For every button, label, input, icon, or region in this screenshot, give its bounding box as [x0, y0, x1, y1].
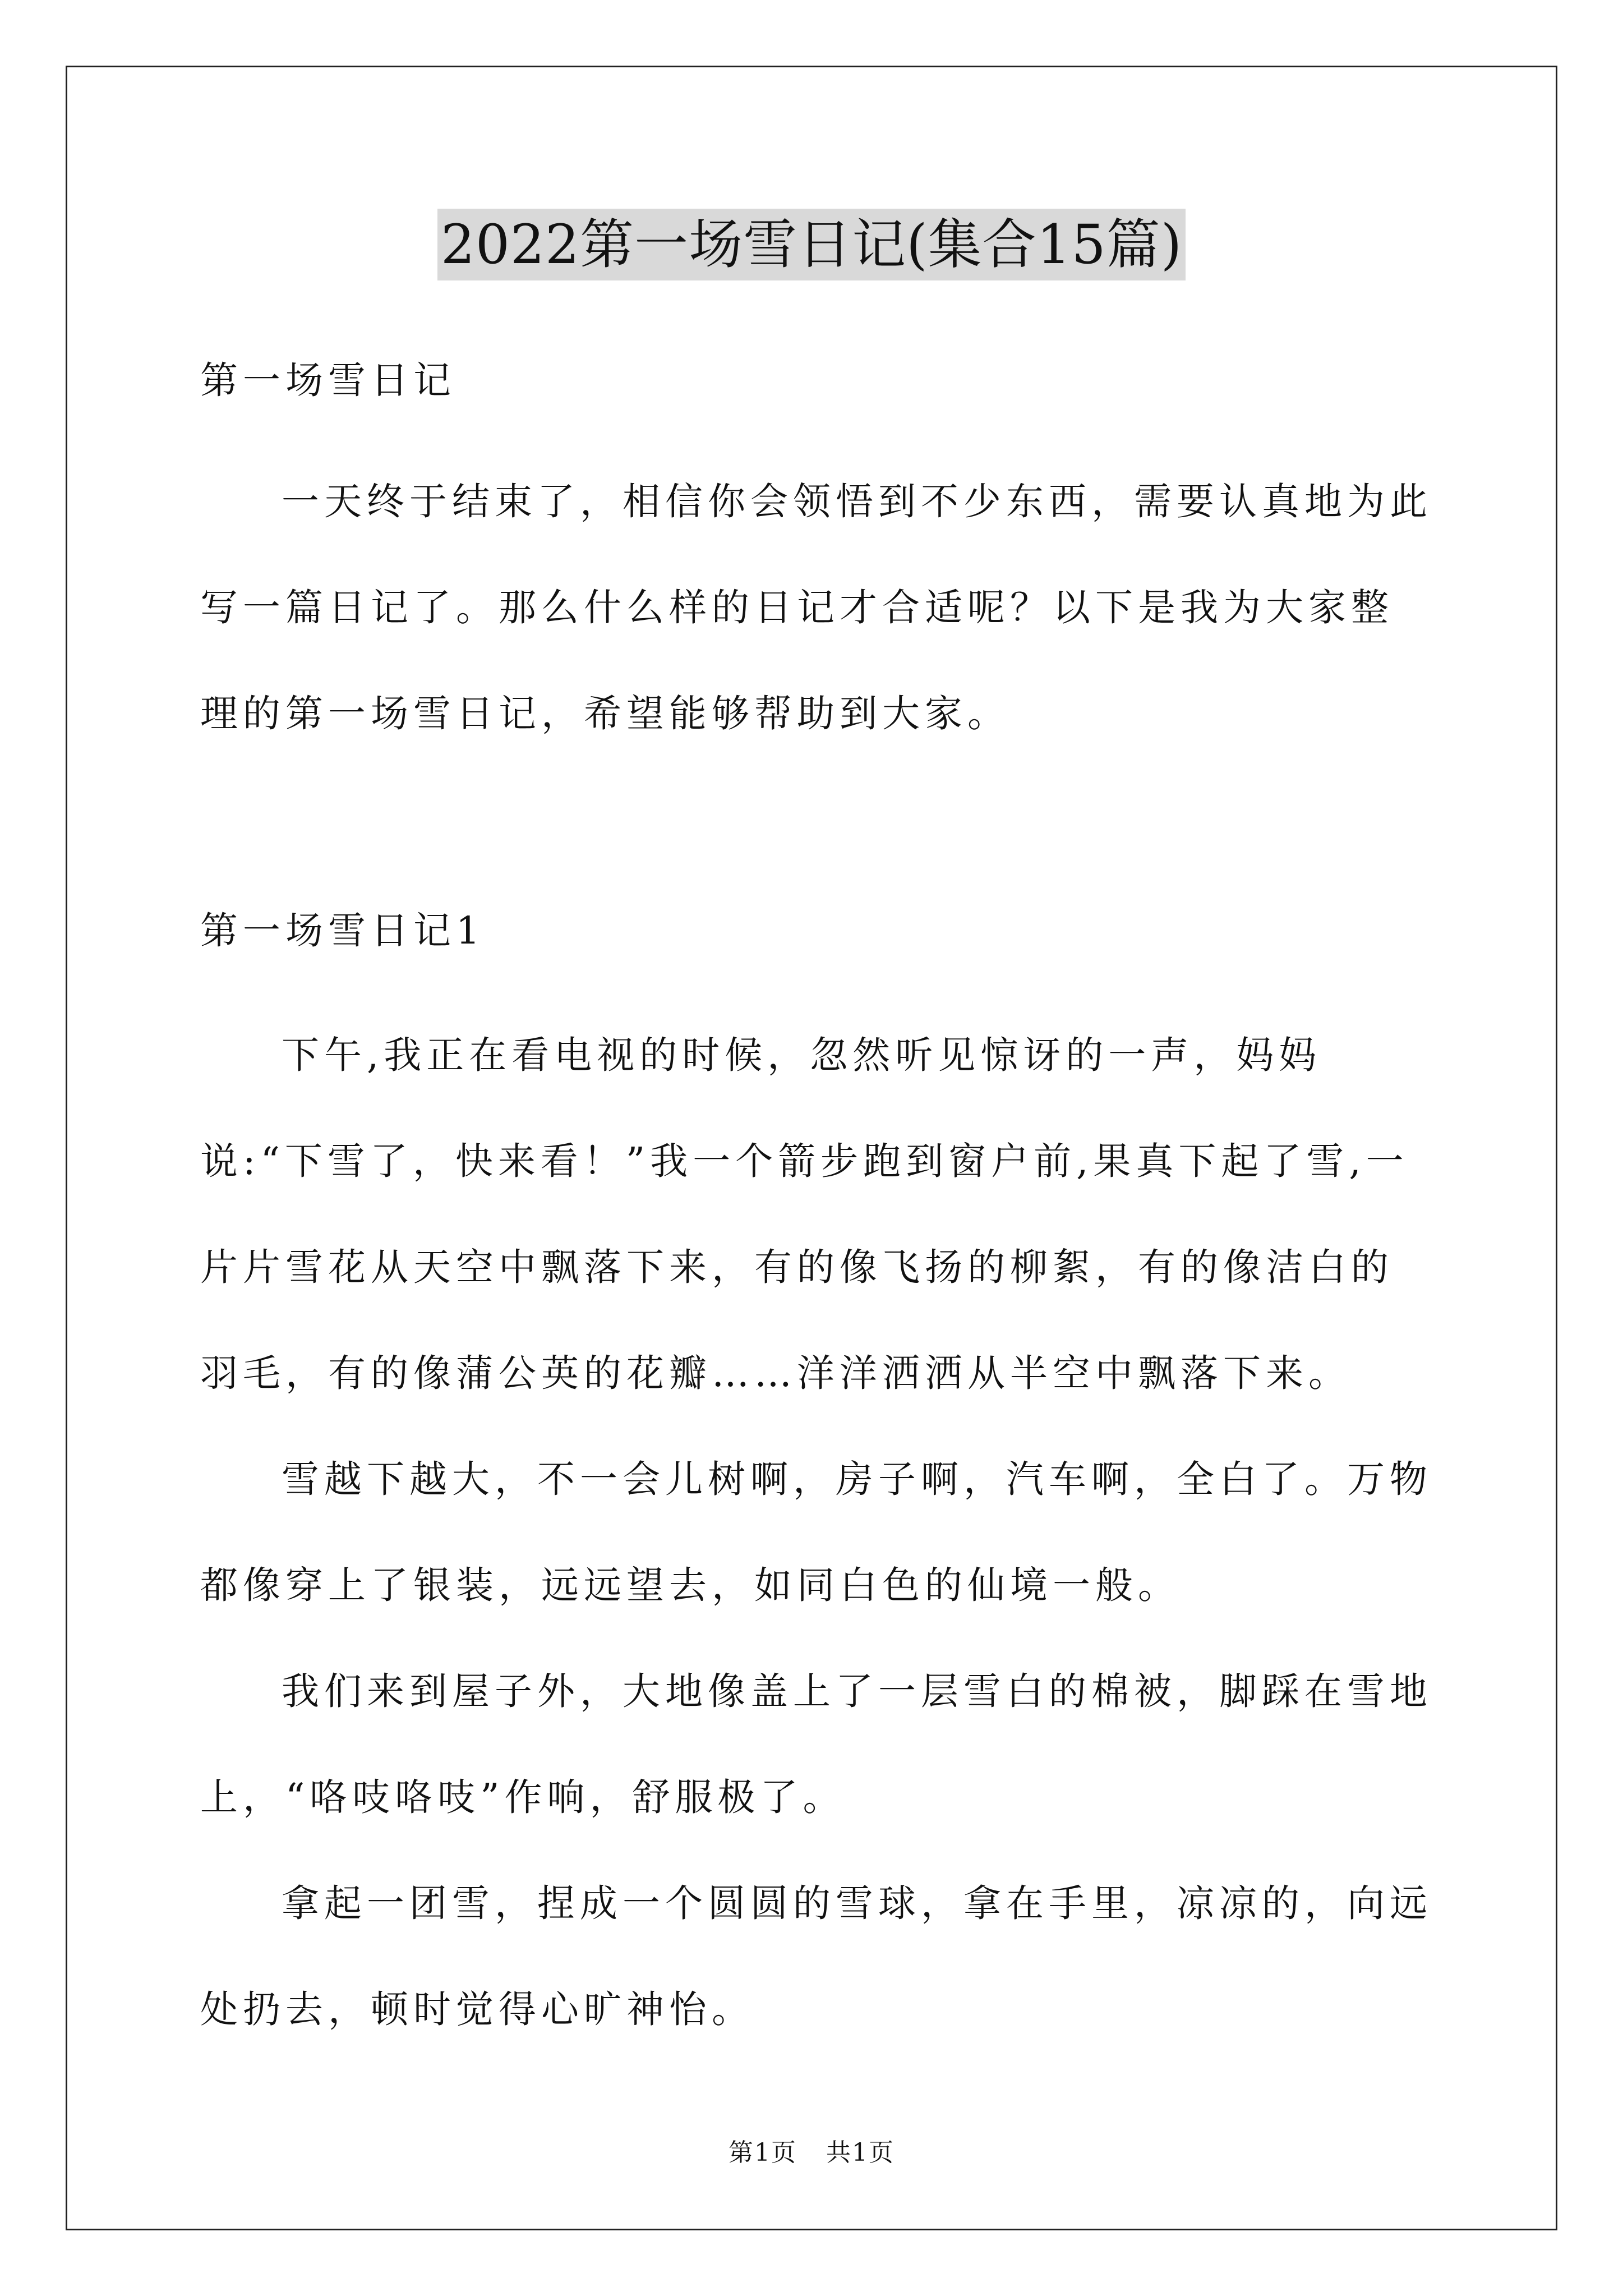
- document-title: 2022第一场雪日记(集合15篇): [437, 209, 1186, 280]
- spacer: [200, 767, 1434, 891]
- page-number: 第1页: [728, 2138, 797, 2167]
- intro-heading: 第一场雪日记: [200, 358, 456, 402]
- spacer: [200, 420, 1434, 449]
- page-total: 共1页: [826, 2138, 895, 2167]
- body-paragraph: 拿起一团雪，捏成一个圆圆的雪球，拿在手里，凉凉的，向远处扔去，顿时觉得心旷神怡。: [200, 1881, 1432, 2031]
- section-heading: 第一场雪日记1: [200, 909, 485, 953]
- body-paragraph: 我们来到屋子外，大地像盖上了一层雪白的棉被，脚踩在雪地上，“咯吱咯吱”作响，舒服极了。: [200, 1669, 1432, 1819]
- body-paragraph: 雪越下越大，不一会儿树啊，房子啊，汽车啊，全白了。万物都像穿上了银装，远远望去，如同白色的仙境一般。: [200, 1457, 1432, 1607]
- spacer: [200, 970, 1434, 1002]
- intro-paragraph: 一天终于结束了，相信你会领悟到不少东西，需要认真地为此写一篇日记了。那么什么样的日记才合适呢？以下是我为大家整理的第一场雪日记，希望能够帮助到大家。: [200, 480, 1432, 735]
- document-body: [200, 341, 1434, 2063]
- page-footer: [0, 2136, 1623, 2170]
- title-container: [0, 209, 1623, 280]
- body-paragraph: 下午,我正在看电视的时候，忽然听见惊讶的一声，妈妈说:“下雪了，快来看！”我一个箭步跑到窗户前,果真下起了雪,一片片雪花从天空中飘落下来，有的像飞扬的柳絮，有的像洁白的羽毛，有的像蒲公英的花瓣……洋洋洒洒从半空中飘落下来。: [200, 1033, 1409, 1395]
